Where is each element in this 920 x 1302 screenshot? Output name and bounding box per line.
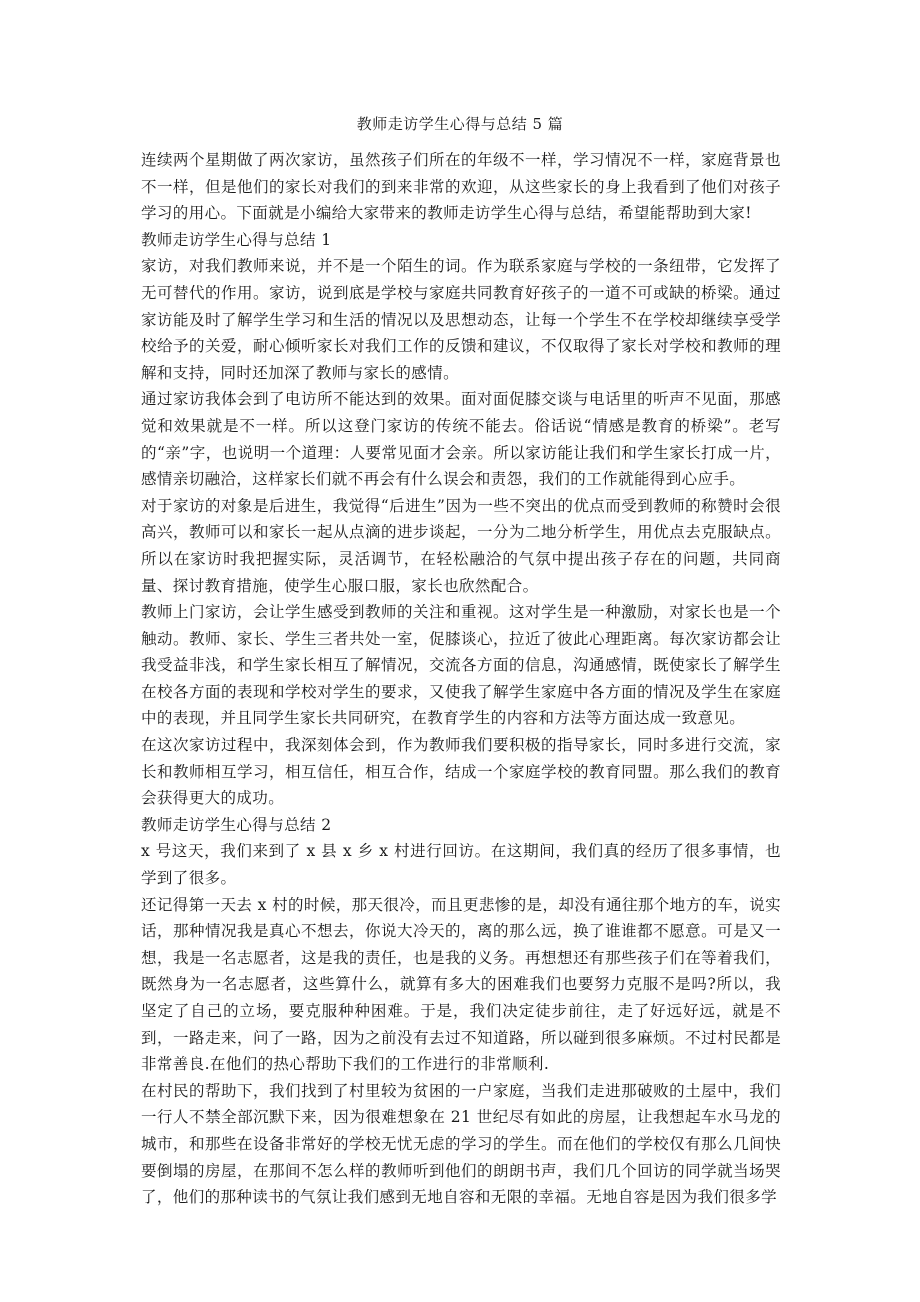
body-paragraph: 教师上门家访，会让学生感受到教师的关注和重视。这对学生是一种激励，对家长也是一个触动。教师、家长、学生三者共处一室，促膝谈心，拉近了彼此心理距离。每次家访都会让我受益非浅，和学生家长相互了解情况，交流各方面的信息，沟通感情，既使家长了解学生在校各方面的表现和学校对学生的要求，又使我了解学生家庭中各方面的情况及学生在家庭中的表现，并且同学生家长共同研究，在教育学生的内容和方法等方面达成一致意见。	[141, 603, 781, 728]
body-paragraph: 在这次家访过程中，我深刻体会到，作为教师我们要积极的指导家长，同时多进行交流，家长和教师相互学习，相互信任，相互合作，结成一个家庭学校的教育同盟。那么我们的教育会获得更大的成功。	[141, 736, 781, 808]
body-paragraph: x 号这天，我们来到了 x 县 x 乡 x 村进行回访。在这期间，我们真的经历了很多事情，也学到了很多。	[141, 842, 781, 888]
intro-paragraph: 连续两个星期做了两次家访，虽然孩子们所在的年级不一样，学习情况不一样，家庭背景也不一样，但是他们的家长对我们的到来非常的欢迎，从这些家长的身上我看到了他们对孩子学习的用心。下面就是小编给大家带来的教师走访学生心得与总结，希望能帮助到大家!	[141, 151, 781, 223]
body-paragraph: 在村民的帮助下，我们找到了村里较为贫困的一户家庭，当我们走进那破败的土屋中，我们一行人不禁全部沉默下来，因为很难想象在 21 世纪尽有如此的房屋，让我想起车水马龙的城市，和那些在设备非常好的学校无忧无虑的学习的学生。而在他们的学校仅有那么几间快要倒塌的房屋，在那间不怎么样的教师听到他们的朗朗书声，我们几个回访的同学就当场哭了，他们的那种读书的气氛让我们感到无地自容和无限的幸福。无地自容是因为我们很多学	[141, 1081, 781, 1207]
document-title: 教师走访学生心得与总结 5 篇	[356, 115, 564, 133]
body-paragraph: 通过家访我体会到了电访所不能达到的效果。面对面促膝交谈与电话里的听声不见面，那感觉和效果就是不一样。所以这登门家访的传统不能去。俗话说“情感是教育的桥梁”。老写的“亲”字，也说明一个道理：人要常见面才会亲。所以家访能让我们和学生家长打成一片，感情亲切融洽，这样家长们就不再会有什么误会和责怨，我们的工作就能得到心应手。	[141, 390, 781, 489]
section-heading-2: 教师走访学生心得与总结 2	[141, 815, 332, 834]
section-heading-1: 教师走访学生心得与总结 1	[141, 230, 332, 249]
body-paragraph: 对于家访的对象是后进生，我觉得“后进生”因为一些不突出的优点而受到教师的称赞时会很高兴，教师可以和家长一起从点滴的进步谈起，一分为二地分析学生，用优点去克服缺点。所以在家访时我把握实际，灵活调节，在轻松融洽的气氛中提出孩子存在的问题，共同商量、探讨教育措施，使学生心服口服，家长也欣然配合。	[141, 496, 781, 595]
body-paragraph: 家访，对我们教师来说，并不是一个陌生的词。作为联系家庭与学校的一条纽带，它发挥了无可替代的作用。家访，说到底是学校与家庭共同教育好孩子的一道不可或缺的桥梁。通过家访能及时了解学生学习和生活的情况以及思想动态，让每一个学生不在学校却继续享受学校给予的关爱，耐心倾听家长对我们工作的反馈和建议，不仅取得了家长对学校和教师的理解和支持，同时还加深了教师与家长的感情。	[141, 257, 781, 382]
document-body	[141, 147, 781, 1211]
body-paragraph: 还记得第一天去 x 村的时候，那天很冷，而且更悲惨的是，却没有通往那个地方的车，说实话，那种情况我是真心不想去，你说大冷天的，离的那么远，换了谁谁都不愿意。可是又一想，我是一名志愿者，这是我的责任，也是我的义务。再想想还有那些孩子们在等着我们，既然身为一名志愿者，这些算什么，就算有多大的困难我们也要努力克服不是吗?所以，我坚定了自己的立场，要克服种种困难。于是，我们决定徒步前往，走了好远好远，就是不到，一路走来，问了一路，因为之前没有去过不知道路，所以碰到很多麻烦。不过村民都是非常善良.在他们的热心帮助下我们的工作进行的非常顺利.	[141, 895, 781, 1074]
